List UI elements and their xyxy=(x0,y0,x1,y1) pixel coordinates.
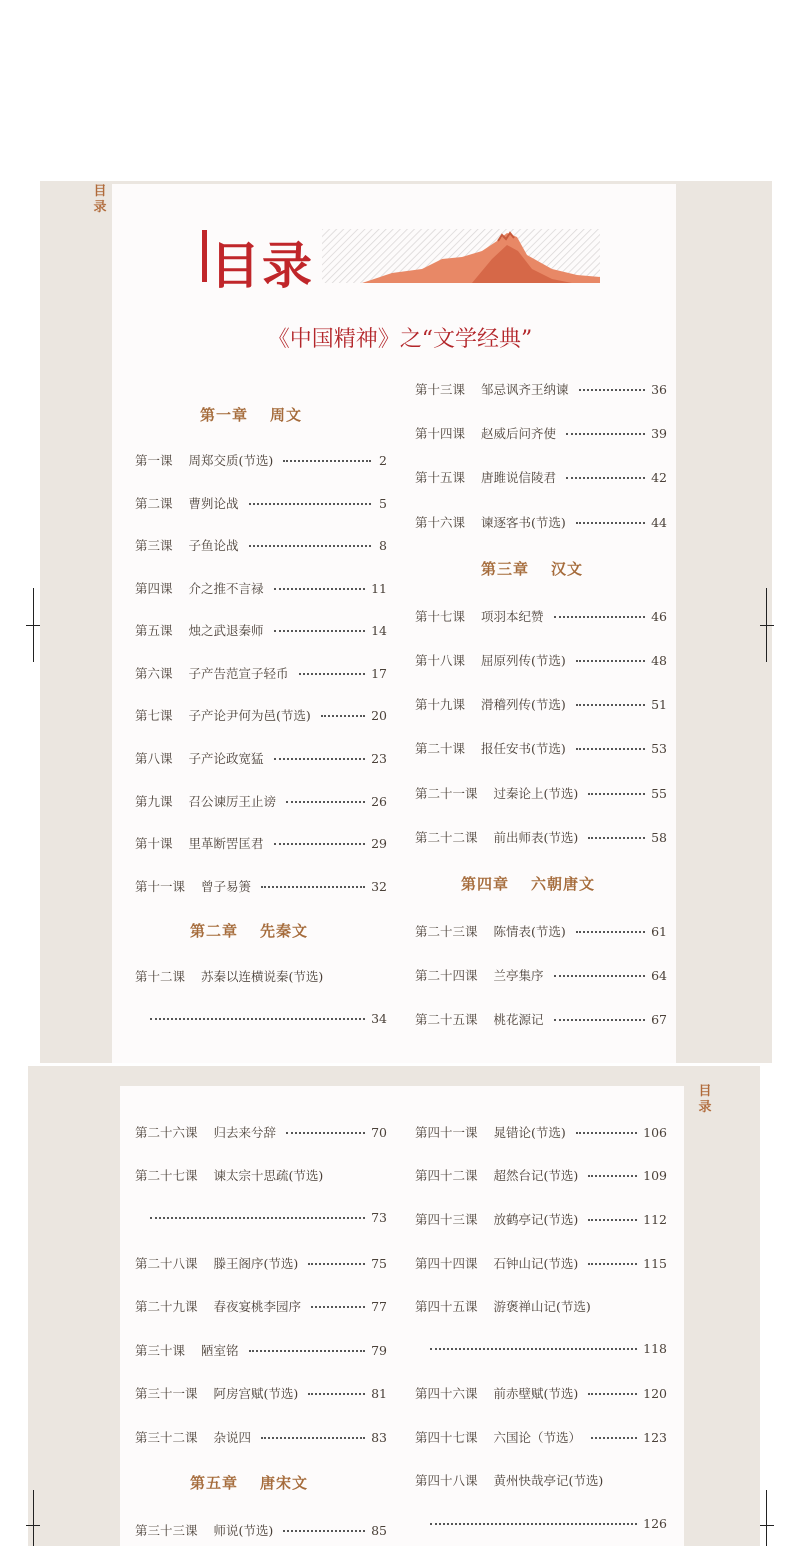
leader-dots xyxy=(588,1175,637,1177)
lesson-title: 谏太宗十思疏(节选) xyxy=(213,1168,324,1183)
lesson-number: 第四十五课 xyxy=(415,1299,478,1314)
chapter-name: 六朝唐文 xyxy=(531,875,596,893)
page-number: 23 xyxy=(371,751,387,766)
crop-mark xyxy=(26,625,40,626)
lesson-number: 第三十二课 xyxy=(135,1430,198,1445)
toc-entry[interactable] xyxy=(415,739,667,757)
toc-entry[interactable] xyxy=(135,494,387,512)
chapter-name: 唐宋文 xyxy=(260,1474,309,1492)
page-title: 目录 xyxy=(210,237,314,295)
chapter-heading xyxy=(200,404,302,425)
lesson-title: 介之推不言禄 xyxy=(188,581,264,596)
page-number: 17 xyxy=(371,666,387,681)
toc-entry[interactable] xyxy=(415,380,667,398)
lesson-title: 归去来兮辞 xyxy=(213,1125,277,1140)
toc-entry[interactable] xyxy=(415,1123,667,1141)
lesson-number: 第十二课 xyxy=(135,969,186,984)
chapter-name: 先秦文 xyxy=(260,922,309,940)
toc-entry[interactable] xyxy=(415,1297,667,1315)
toc-entry-continuation[interactable] xyxy=(148,1210,387,1225)
subtitle: 《中国精神》之“文学经典” xyxy=(267,327,533,352)
toc-entry[interactable] xyxy=(415,607,667,625)
lesson-title: 黄州快哉亭记(节选) xyxy=(493,1473,604,1488)
crop-mark xyxy=(26,1525,40,1526)
page-number: 8 xyxy=(379,538,387,553)
page-number: 126 xyxy=(643,1516,667,1531)
page-number: 14 xyxy=(371,623,387,638)
lesson-number: 第二十五课 xyxy=(415,1012,478,1027)
leader-dots xyxy=(286,1132,365,1134)
toc-entry[interactable] xyxy=(135,1341,387,1359)
chapter-label: 第五章 xyxy=(190,1474,239,1492)
leader-dots xyxy=(566,477,645,479)
toc-entry[interactable] xyxy=(415,966,667,984)
lesson-title: 赵威后问齐使 xyxy=(481,426,557,441)
lesson-number: 第二十二课 xyxy=(415,830,478,845)
chapter-name: 汉文 xyxy=(551,560,584,578)
lesson-number: 第十八课 xyxy=(415,653,466,668)
chapter-label: 第一章 xyxy=(200,406,249,424)
leader-dots xyxy=(150,1217,365,1219)
lesson-number: 第十九课 xyxy=(415,697,466,712)
page-number: 67 xyxy=(651,1012,667,1027)
lesson-number: 第二课 xyxy=(135,496,173,511)
lesson-number: 第四十八课 xyxy=(415,1473,478,1488)
leader-dots xyxy=(286,801,365,803)
lesson-number: 第十六课 xyxy=(415,515,466,530)
lesson-title: 前赤壁赋(节选) xyxy=(493,1386,579,1401)
chapter-label: 第四章 xyxy=(461,875,510,893)
leader-dots xyxy=(566,433,645,435)
toc-entry[interactable] xyxy=(135,451,387,469)
toc-entry[interactable] xyxy=(135,1384,387,1402)
leader-dots xyxy=(261,1437,365,1439)
leader-dots xyxy=(554,975,646,977)
leader-dots xyxy=(588,793,645,795)
lesson-title: 项羽本纪赞 xyxy=(481,609,544,624)
page-number: 36 xyxy=(651,382,667,397)
leader-dots xyxy=(576,748,645,750)
leader-dots xyxy=(588,837,645,839)
page-number: 39 xyxy=(651,426,667,441)
lesson-title: 过秦论上(节选) xyxy=(493,786,579,801)
lesson-number: 第十一课 xyxy=(135,879,186,894)
page-number: 81 xyxy=(371,1386,387,1401)
toc-entry[interactable] xyxy=(415,513,667,531)
toc-entry-continuation[interactable] xyxy=(428,1341,667,1356)
page-number: 51 xyxy=(651,697,667,712)
toc-entry[interactable] xyxy=(135,536,387,554)
chapter-label: 第二章 xyxy=(190,922,239,940)
toc-entry[interactable] xyxy=(415,1254,667,1272)
crop-mark xyxy=(766,1490,767,1546)
leader-dots xyxy=(588,1219,637,1221)
lesson-number: 第四十四课 xyxy=(415,1256,478,1271)
leader-dots xyxy=(554,616,646,618)
leader-dots xyxy=(274,588,366,590)
page-number: 26 xyxy=(371,794,387,809)
toc-entry[interactable] xyxy=(135,1254,387,1272)
lesson-title: 周郑交质(节选) xyxy=(188,453,274,468)
toc-entry[interactable] xyxy=(415,1210,667,1228)
lesson-title: 滕王阁序(节选) xyxy=(213,1256,299,1271)
lesson-title: 曾子易箦 xyxy=(201,879,252,894)
toc-entry[interactable] xyxy=(415,1384,667,1402)
leader-dots xyxy=(249,503,371,505)
page-number: 11 xyxy=(371,581,387,596)
page-number: 120 xyxy=(643,1386,667,1401)
side-tab-bottom: 目录 xyxy=(698,1084,712,1115)
lesson-title: 阿房宫赋(节选) xyxy=(213,1386,299,1401)
lesson-number: 第四十六课 xyxy=(415,1386,478,1401)
page-number: 55 xyxy=(651,786,667,801)
leader-dots xyxy=(588,1263,637,1265)
page-number: 34 xyxy=(371,1011,387,1026)
toc-entry[interactable] xyxy=(415,1166,667,1184)
lesson-number: 第六课 xyxy=(135,666,173,681)
lesson-number: 第九课 xyxy=(135,794,173,809)
toc-entry[interactable] xyxy=(415,1010,667,1028)
lesson-title: 兰亭集序 xyxy=(493,968,544,983)
toc-entry[interactable] xyxy=(135,664,387,682)
lesson-number: 第四十一课 xyxy=(415,1125,478,1140)
page-number: 79 xyxy=(371,1343,387,1358)
toc-entry[interactable] xyxy=(135,749,387,767)
page-number: 61 xyxy=(651,924,667,939)
lesson-number: 第二十三课 xyxy=(415,924,478,939)
lesson-number: 第十三课 xyxy=(415,382,466,397)
lesson-title: 烛之武退秦师 xyxy=(188,623,264,638)
lesson-title: 桃花源记 xyxy=(493,1012,544,1027)
lesson-title: 陈情表(节选) xyxy=(493,924,566,939)
chapter-heading xyxy=(481,558,583,579)
lesson-number: 第四十三课 xyxy=(415,1212,478,1227)
crop-mark xyxy=(760,625,774,626)
chapter-label: 第三章 xyxy=(481,560,530,578)
lesson-title: 陋室铭 xyxy=(201,1343,239,1358)
lesson-number: 第四十二课 xyxy=(415,1168,478,1183)
page-number: 2 xyxy=(379,453,387,468)
lesson-title: 子产告范宣子轻币 xyxy=(188,666,289,681)
lesson-title: 前出师表(节选) xyxy=(493,830,579,845)
toc-entry[interactable] xyxy=(135,1521,387,1539)
lesson-title: 曹刿论战 xyxy=(188,496,239,511)
page-number: 75 xyxy=(371,1256,387,1271)
leader-dots xyxy=(321,715,365,717)
lesson-title: 报任安书(节选) xyxy=(481,741,566,756)
leader-dots xyxy=(283,460,371,462)
toc-entry[interactable] xyxy=(415,424,667,442)
lesson-title: 里革断罟匡君 xyxy=(188,836,264,851)
page-number: 106 xyxy=(643,1125,667,1140)
leader-dots xyxy=(430,1523,637,1525)
page-number: 109 xyxy=(643,1168,667,1183)
lesson-title: 邹忌讽齐王纳谏 xyxy=(481,382,569,397)
toc-entry-continuation[interactable] xyxy=(148,1011,387,1026)
leader-dots xyxy=(588,1393,637,1395)
crop-mark xyxy=(760,1525,774,1526)
lesson-number: 第二十九课 xyxy=(135,1299,198,1314)
lesson-number: 第八课 xyxy=(135,751,173,766)
leader-dots xyxy=(576,522,645,524)
page-number: 64 xyxy=(651,968,667,983)
toc-entry[interactable] xyxy=(415,784,667,802)
lesson-title: 屈原列传(节选) xyxy=(481,653,566,668)
chapter-heading xyxy=(190,1472,308,1493)
page-number: 44 xyxy=(651,515,667,530)
toc-entry[interactable] xyxy=(135,1166,387,1184)
page-number: 46 xyxy=(651,609,667,624)
lesson-number: 第十四课 xyxy=(415,426,466,441)
toc-entry[interactable] xyxy=(415,1471,667,1489)
chapter-heading xyxy=(190,920,308,941)
leader-dots xyxy=(311,1306,365,1308)
toc-entry-continuation[interactable] xyxy=(428,1516,667,1531)
lesson-title: 晁错论(节选) xyxy=(493,1125,566,1140)
leader-dots xyxy=(299,673,366,675)
lesson-title: 春夜宴桃李园序 xyxy=(213,1299,302,1314)
leader-dots xyxy=(579,389,646,391)
page-number: 20 xyxy=(371,708,387,723)
side-tab-top: 目录 xyxy=(93,184,107,215)
toc-entry[interactable] xyxy=(135,967,387,985)
page-number: 115 xyxy=(643,1256,667,1271)
toc-entry[interactable] xyxy=(135,1123,387,1141)
toc-entry[interactable] xyxy=(135,1297,387,1315)
lesson-title: 谏逐客书(节选) xyxy=(481,515,566,530)
lesson-title: 石钟山记(节选) xyxy=(493,1256,579,1271)
toc-entry[interactable] xyxy=(135,1428,387,1446)
lesson-number: 第四十七课 xyxy=(415,1430,478,1445)
toc-entry[interactable] xyxy=(135,877,387,895)
title-accent-bar xyxy=(202,230,207,282)
toc-entry[interactable] xyxy=(135,621,387,639)
lesson-number: 第四课 xyxy=(135,581,173,596)
leader-dots xyxy=(249,545,371,547)
chapter-name: 周文 xyxy=(270,406,303,424)
leader-dots xyxy=(576,660,645,662)
lesson-number: 第二十一课 xyxy=(415,786,478,801)
leader-dots xyxy=(308,1393,365,1395)
toc-entry[interactable] xyxy=(135,792,387,810)
lesson-number: 第三课 xyxy=(135,538,173,553)
chapter-heading xyxy=(461,873,595,894)
lesson-title: 放鹤亭记(节选) xyxy=(493,1212,579,1227)
page-number: 73 xyxy=(371,1210,387,1225)
lesson-title: 游褒禅山记(节选) xyxy=(493,1299,591,1314)
page-number: 5 xyxy=(379,496,387,511)
lesson-title: 六国论（节选） xyxy=(493,1430,582,1445)
lesson-title: 滑稽列传(节选) xyxy=(481,697,566,712)
lesson-title: 苏秦以连横说秦(节选) xyxy=(201,969,324,984)
lesson-number: 第三十课 xyxy=(135,1343,186,1358)
lesson-number: 第二十六课 xyxy=(135,1125,198,1140)
lesson-number: 第三十三课 xyxy=(135,1523,198,1538)
lesson-title: 子产论尹何为邑(节选) xyxy=(188,708,311,723)
lesson-number: 第七课 xyxy=(135,708,173,723)
lesson-number: 第二十课 xyxy=(415,741,466,756)
leader-dots xyxy=(274,758,366,760)
leader-dots xyxy=(591,1437,637,1439)
lesson-title: 超然台记(节选) xyxy=(493,1168,579,1183)
lesson-title: 师说(节选) xyxy=(213,1523,274,1538)
leader-dots xyxy=(261,886,365,888)
leader-dots xyxy=(274,843,366,845)
lesson-number: 第十课 xyxy=(135,836,173,851)
lesson-number: 第十七课 xyxy=(415,609,466,624)
toc-entry[interactable] xyxy=(415,828,667,846)
leader-dots xyxy=(283,1530,365,1532)
page-number: 58 xyxy=(651,830,667,845)
page-number: 48 xyxy=(651,653,667,668)
great-wall-banner-image xyxy=(322,229,600,283)
page-number: 29 xyxy=(371,836,387,851)
leader-dots xyxy=(308,1263,365,1265)
toc-entry[interactable] xyxy=(415,922,667,940)
toc-entry[interactable] xyxy=(135,579,387,597)
lesson-title: 唐雎说信陵君 xyxy=(481,470,557,485)
toc-entry[interactable] xyxy=(415,695,667,713)
lesson-number: 第一课 xyxy=(135,453,173,468)
toc-entry[interactable] xyxy=(415,1428,667,1446)
leader-dots xyxy=(430,1348,637,1350)
lesson-title: 子产论政宽猛 xyxy=(188,751,264,766)
toc-entry[interactable] xyxy=(415,468,667,486)
leader-dots xyxy=(554,1019,646,1021)
leader-dots xyxy=(249,1350,366,1352)
toc-entry[interactable] xyxy=(135,706,387,724)
page-number: 70 xyxy=(371,1125,387,1140)
lesson-title: 杂说四 xyxy=(213,1430,252,1445)
page-number: 53 xyxy=(651,741,667,756)
page-number: 83 xyxy=(371,1430,387,1445)
page-number: 112 xyxy=(643,1212,667,1227)
lesson-number: 第二十七课 xyxy=(135,1168,198,1183)
lesson-number: 第十五课 xyxy=(415,470,466,485)
lesson-number: 第二十四课 xyxy=(415,968,478,983)
toc-entry[interactable] xyxy=(135,834,387,852)
page-number: 85 xyxy=(371,1523,387,1538)
lesson-title: 子鱼论战 xyxy=(188,538,239,553)
lesson-number: 第三十一课 xyxy=(135,1386,198,1401)
crop-mark xyxy=(33,1490,34,1546)
leader-dots xyxy=(576,704,645,706)
lesson-title: 召公谏厉王止谤 xyxy=(188,794,277,809)
page-number: 123 xyxy=(643,1430,667,1445)
leader-dots xyxy=(150,1018,365,1020)
leader-dots xyxy=(274,630,366,632)
page-number: 42 xyxy=(651,470,667,485)
leader-dots xyxy=(576,1132,637,1134)
page-number: 118 xyxy=(643,1341,667,1356)
lesson-number: 第五课 xyxy=(135,623,173,638)
leader-dots xyxy=(576,931,645,933)
toc-entry[interactable] xyxy=(415,651,667,669)
page-number: 77 xyxy=(371,1299,387,1314)
lesson-number: 第二十八课 xyxy=(135,1256,198,1271)
page-number: 32 xyxy=(371,879,387,894)
